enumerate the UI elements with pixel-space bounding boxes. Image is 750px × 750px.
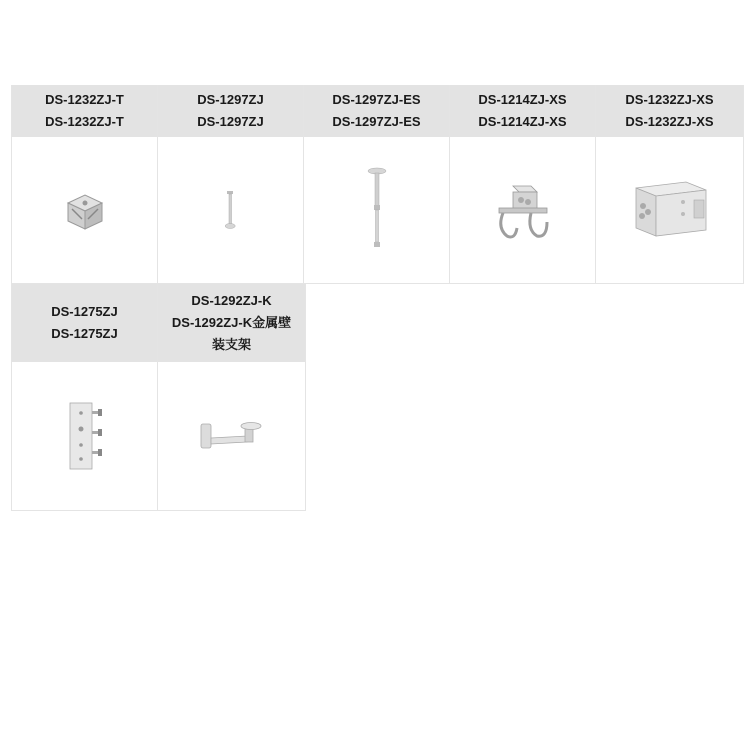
product-header [450, 85, 595, 137]
product-cell [11, 85, 158, 284]
model-name-repeat: DS-1232ZJ-T [45, 114, 124, 129]
product-table [11, 85, 744, 511]
product-image [304, 137, 449, 283]
model-name-repeat: DS-1214ZJ-XS [478, 114, 567, 129]
product-header [12, 85, 157, 137]
model-name: DS-1232ZJ-T [45, 92, 124, 107]
product-header [158, 284, 305, 362]
model-name: DS-1275ZJ [51, 304, 118, 319]
product-cell [450, 85, 596, 284]
product-cell [158, 85, 304, 284]
model-name-repeat: DS-1275ZJ [51, 326, 118, 341]
product-image [158, 362, 305, 510]
product-image [450, 137, 595, 283]
model-name: DS-1232ZJ-XS [625, 92, 714, 107]
model-name-repeat: DS-1232ZJ-XS [625, 114, 714, 129]
product-header [158, 85, 303, 137]
model-name-suffix: 装支架 [211, 337, 251, 352]
plate-bracket-icon [60, 399, 110, 473]
model-name: DS-1292ZJ-K [191, 293, 272, 308]
extension-pole-icon [362, 165, 392, 255]
model-name: DS-1214ZJ-XS [478, 92, 567, 107]
model-name-repeat: DS-1292ZJ-K金属壁 [171, 315, 292, 330]
model-name-repeat: DS-1297ZJ-ES [332, 114, 421, 129]
model-name-repeat: DS-1297ZJ [197, 114, 264, 129]
pendant-pole-icon [216, 185, 246, 235]
table-row [11, 85, 744, 284]
model-name: DS-1297ZJ-ES [332, 92, 421, 107]
product-header [304, 85, 449, 137]
model-name: DS-1297ZJ [197, 92, 264, 107]
junction-box-bracket-icon [60, 185, 110, 235]
product-image [12, 362, 157, 510]
wall-mount-arm-icon [197, 416, 267, 456]
pole-mount-clamp-icon [491, 178, 555, 242]
product-cell [158, 284, 306, 511]
product-header [12, 284, 157, 362]
box-bracket-icon [628, 178, 712, 242]
product-cell [596, 85, 744, 284]
product-header [596, 85, 743, 137]
product-image [12, 137, 157, 283]
product-cell [304, 85, 450, 284]
product-image [158, 137, 303, 283]
product-cell [11, 284, 158, 511]
table-row [11, 284, 744, 511]
product-image [596, 137, 743, 283]
